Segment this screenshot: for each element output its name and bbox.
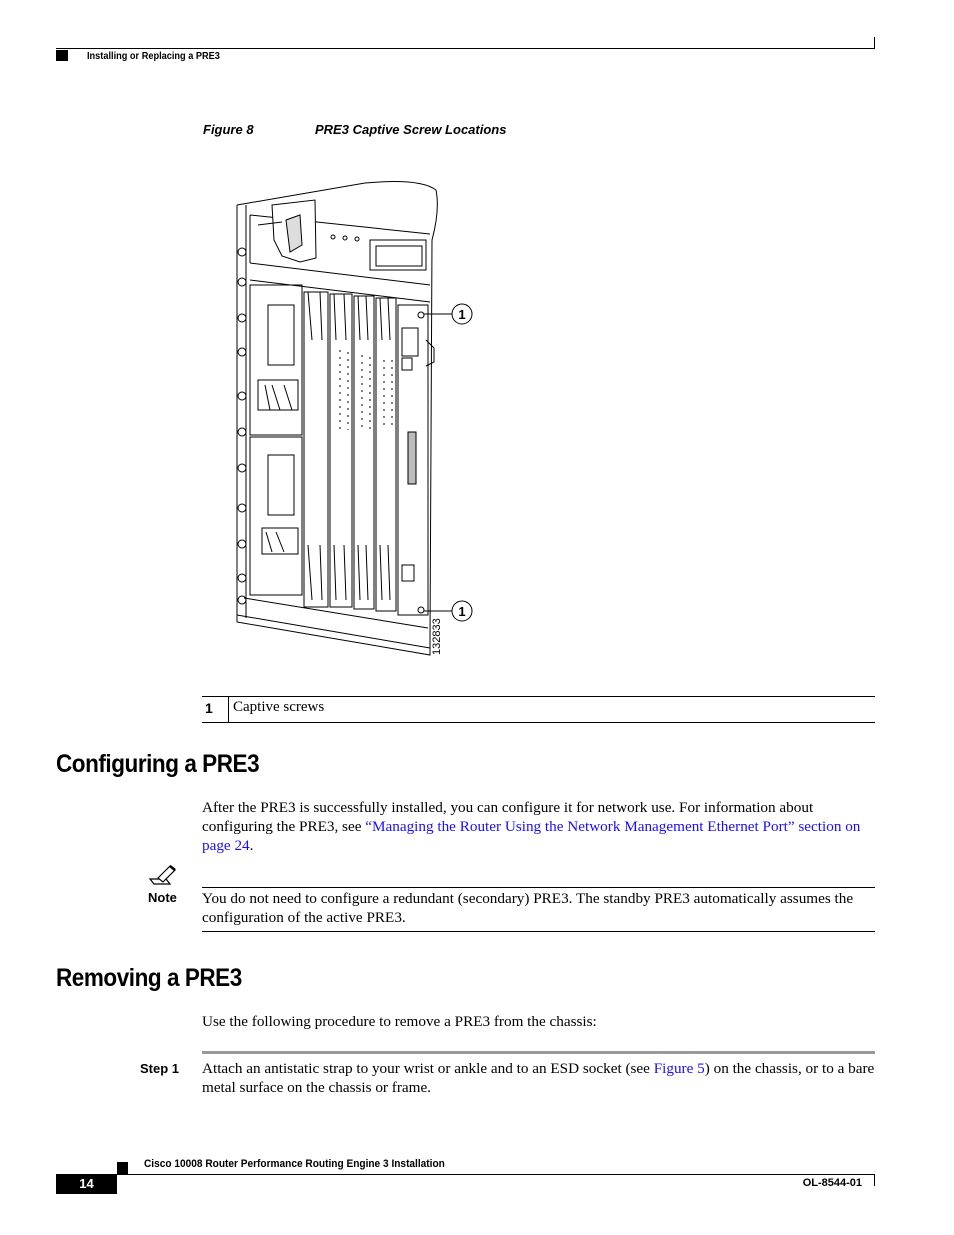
configuring-paragraph-text: After the PRE3 is successfully installed, you can configure it for network use. For information about configuring the PRE3, see (202, 799, 814, 835)
step-rule (202, 1051, 875, 1054)
note-top-rule (202, 887, 875, 888)
configuring-paragraph (202, 798, 877, 855)
figure-5-link[interactable]: Figure 5 (653, 1060, 705, 1077)
removing-intro: Use the following procedure to remove a PRE3 from the chassis: (202, 1013, 597, 1030)
step-1-text (202, 1059, 877, 1097)
footer-rule (117, 1174, 875, 1175)
note-text: You do not need to configure a redundant (secondary) PRE3. The standby PRE3 automatically assumes the configuration of the active PRE3. (202, 890, 854, 926)
callout-table-label: Captive screws (233, 699, 325, 715)
step-1-text-start: Attach an antistatic strap to your wrist or ankle and to an ESD socket (see (202, 1060, 654, 1077)
callout-table-bottom-rule (202, 722, 875, 723)
step-1-text-end: ) on the chassis, or to a bare metal surface on the chassis or frame. (202, 1060, 875, 1096)
callout-table-top-rule (202, 696, 875, 697)
section-heading-configuring: Configuring a PRE3 (56, 750, 260, 778)
figure-art-id: 132833 (431, 618, 443, 655)
callout-table-number: 1 (205, 700, 213, 716)
footer-marker (117, 1162, 128, 1174)
configuring-paragraph-end: . (249, 837, 254, 854)
section-heading-removing: Removing a PRE3 (56, 964, 242, 992)
figure-title: PRE3 Captive Screw Locations (315, 122, 507, 137)
callout-label-top: 1 (458, 307, 466, 322)
note-label: Note (148, 890, 177, 905)
note-bottom-rule (202, 931, 875, 932)
figure-number: Figure 8 (203, 122, 254, 137)
doc-number: OL-8544-01 (802, 1177, 862, 1189)
note-pencil-icon (148, 864, 178, 888)
managing-router-link[interactable]: “Managing the Router Using the Network Management Ethernet Port” section on page 24 (202, 818, 861, 854)
callout-table-divider (228, 696, 229, 722)
footer-title: Cisco 10008 Router Performance Routing Engine 3 Installation (144, 1158, 445, 1170)
footer-tick (874, 1174, 875, 1186)
callout-label-bottom: 1 (458, 604, 466, 619)
header-section-title: Installing or Replacing a PRE3 (87, 51, 220, 62)
step-label: Step 1 (140, 1061, 180, 1076)
page-number: 14 (79, 1176, 94, 1191)
